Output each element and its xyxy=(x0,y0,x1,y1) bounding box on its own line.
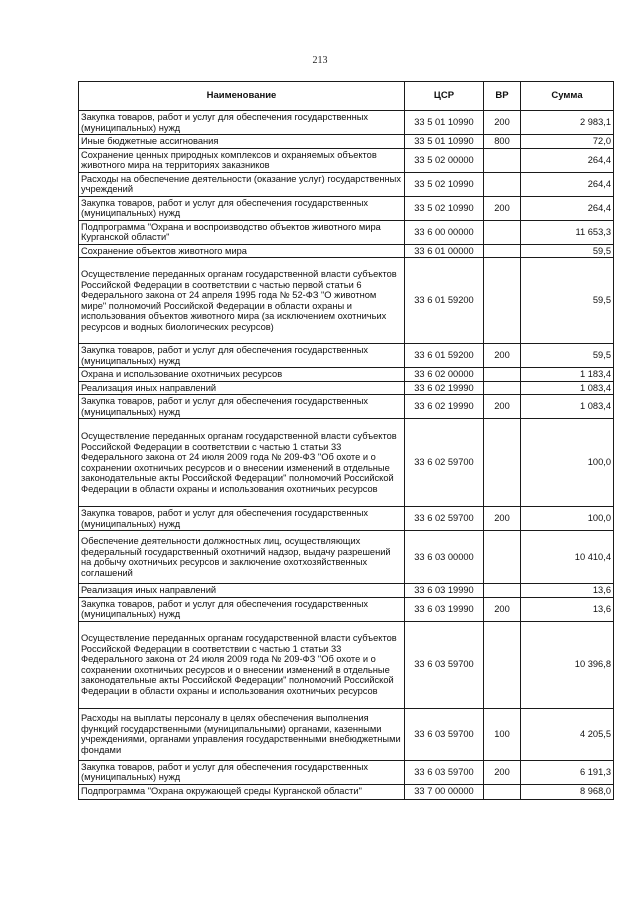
header-csr: ЦСР xyxy=(405,82,484,111)
cell-vr xyxy=(484,621,521,708)
cell-sum: 4 205,5 xyxy=(521,708,614,760)
table-row xyxy=(79,395,614,419)
cell-name: Закупка товаров, работ и услуг для обеспечения государственных (муниципальных) нужд xyxy=(79,597,405,621)
cell-sum: 13,6 xyxy=(521,597,614,621)
cell-vr xyxy=(484,531,521,584)
cell-sum: 1 183,4 xyxy=(521,368,614,382)
cell-csr: 33 6 01 00000 xyxy=(405,244,484,258)
cell-name: Закупка товаров, работ и услуг для обеспечения государственных (муниципальных) нужд xyxy=(79,507,405,531)
header-sum: Сумма xyxy=(521,82,614,111)
cell-name: Сохранение ценных природных комплексов и охраняемых объектов животного мира на территориях заказников xyxy=(79,148,405,172)
cell-vr xyxy=(484,172,521,196)
cell-sum: 6 191,3 xyxy=(521,760,614,784)
cell-name: Иные бюджетные ассигнования xyxy=(79,135,405,149)
header-vr: ВР xyxy=(484,82,521,111)
cell-sum: 59,5 xyxy=(521,244,614,258)
cell-vr xyxy=(484,244,521,258)
cell-csr: 33 6 03 59700 xyxy=(405,708,484,760)
cell-vr: 200 xyxy=(484,395,521,419)
table-row xyxy=(79,111,614,135)
table-row xyxy=(79,381,614,395)
table-row xyxy=(79,344,614,368)
cell-vr: 200 xyxy=(484,196,521,220)
cell-sum: 100,0 xyxy=(521,419,614,507)
cell-sum: 59,5 xyxy=(521,344,614,368)
cell-vr xyxy=(484,220,521,244)
cell-vr xyxy=(484,419,521,507)
cell-csr: 33 6 00 00000 xyxy=(405,220,484,244)
cell-vr: 200 xyxy=(484,344,521,368)
cell-vr: 100 xyxy=(484,708,521,760)
cell-sum: 264,4 xyxy=(521,148,614,172)
cell-csr: 33 5 01 10990 xyxy=(405,111,484,135)
cell-name: Закупка товаров, работ и услуг для обеспечения государственных (муниципальных) нужд xyxy=(79,344,405,368)
cell-csr: 33 6 02 59700 xyxy=(405,419,484,507)
cell-sum: 8 968,0 xyxy=(521,784,614,799)
cell-vr xyxy=(484,368,521,382)
table-row xyxy=(79,597,614,621)
cell-name: Подпрограмма "Охрана и воспроизводство объектов животного мира Курганской области" xyxy=(79,220,405,244)
table-row xyxy=(79,196,614,220)
page-number: 213 xyxy=(312,55,328,66)
cell-sum: 72,0 xyxy=(521,135,614,149)
cell-csr: 33 6 02 19990 xyxy=(405,381,484,395)
table-row xyxy=(79,172,614,196)
table-row xyxy=(79,244,614,258)
table-row xyxy=(79,621,614,708)
cell-csr: 33 6 03 59700 xyxy=(405,760,484,784)
cell-sum: 264,4 xyxy=(521,172,614,196)
table-row xyxy=(79,584,614,598)
table-row xyxy=(79,760,614,784)
cell-sum: 11 653,3 xyxy=(521,220,614,244)
cell-csr: 33 6 03 59700 xyxy=(405,621,484,708)
cell-vr: 200 xyxy=(484,760,521,784)
cell-vr xyxy=(484,584,521,598)
cell-name: Охрана и использование охотничьих ресурсов xyxy=(79,368,405,382)
cell-vr xyxy=(484,381,521,395)
header-name: Наименование xyxy=(79,82,405,111)
cell-csr: 33 6 02 19990 xyxy=(405,395,484,419)
cell-name: Сохранение объектов животного мира xyxy=(79,244,405,258)
cell-name: Закупка товаров, работ и услуг для обеспечения государственных (муниципальных) нужд xyxy=(79,395,405,419)
cell-csr: 33 6 01 59200 xyxy=(405,344,484,368)
cell-name: Осуществление переданных органам государственной власти субъектов Российской Федерации в соответствии с частью 1 статьи 33 Федерального закона от 24 июля 2009 года № 209-ФЗ "Об охоте и о сохранении охотничьих ресурсов и о внесении изменений в отдельные законодательные акты Российской Федерации" полномочий Российской Федерации в области охраны и использования охотничьих ресурсов xyxy=(79,621,405,708)
cell-sum: 1 083,4 xyxy=(521,381,614,395)
cell-name: Закупка товаров, работ и услуг для обеспечения государственных (муниципальных) нужд xyxy=(79,760,405,784)
cell-vr: 800 xyxy=(484,135,521,149)
cell-sum: 2 983,1 xyxy=(521,111,614,135)
cell-vr: 200 xyxy=(484,111,521,135)
cell-csr: 33 6 02 59700 xyxy=(405,507,484,531)
cell-name: Расходы на обеспечение деятельности (оказание услуг) государственных учреждений xyxy=(79,172,405,196)
table-row xyxy=(79,507,614,531)
cell-sum: 10 396,8 xyxy=(521,621,614,708)
table-row xyxy=(79,419,614,507)
cell-vr xyxy=(484,784,521,799)
cell-csr: 33 6 03 19990 xyxy=(405,597,484,621)
budget-table xyxy=(78,81,614,800)
cell-csr: 33 5 02 00000 xyxy=(405,148,484,172)
table-row xyxy=(79,258,614,344)
cell-name: Закупка товаров, работ и услуг для обеспечения государственных (муниципальных) нужд xyxy=(79,111,405,135)
cell-csr: 33 6 03 19990 xyxy=(405,584,484,598)
cell-csr: 33 7 00 00000 xyxy=(405,784,484,799)
cell-csr: 33 5 02 10990 xyxy=(405,196,484,220)
cell-name: Обеспечение деятельности должностных лиц, осуществляющих федеральный государственный охотничий надзор, выдачу разрешений на добычу охотничьих ресурсов и заключение охотхозяйственных соглашений xyxy=(79,531,405,584)
cell-name: Подпрограмма "Охрана окружающей среды Курганской области" xyxy=(79,784,405,799)
cell-sum: 1 083,4 xyxy=(521,395,614,419)
table-row xyxy=(79,148,614,172)
cell-name: Осуществление переданных органам государственной власти субъектов Российской Федерации в соответствии с частью 1 статьи 33 Федерального закона от 24 июля 2009 года № 209-ФЗ "Об охоте и о сохранении охотничьих ресурсов и о внесении изменений в отдельные законодательные акты Российской Федерации" полномочий Российской Федерации в области охраны и использования охотничьих ресурсов xyxy=(79,419,405,507)
cell-sum: 59,5 xyxy=(521,258,614,344)
cell-name: Реализация иных направлений xyxy=(79,584,405,598)
cell-name: Осуществление переданных органам государственной власти субъектов Российской Федерации в соответствии с частью первой статьи 6 Федерального закона от 24 апреля 1995 года № 52-ФЗ "О животном мире" полномочий Российской Федерации в области охраны и использования объектов животного мира (за исключением охотничьих ресурсов и водных биологических ресурсов) xyxy=(79,258,405,344)
table-row xyxy=(79,368,614,382)
cell-vr: 200 xyxy=(484,507,521,531)
cell-csr: 33 6 01 59200 xyxy=(405,258,484,344)
table-row xyxy=(79,708,614,760)
cell-name: Реализация иных направлений xyxy=(79,381,405,395)
cell-sum: 13,6 xyxy=(521,584,614,598)
table-body xyxy=(79,111,614,800)
table-row xyxy=(79,135,614,149)
cell-csr: 33 5 02 10990 xyxy=(405,172,484,196)
cell-csr: 33 6 03 00000 xyxy=(405,531,484,584)
cell-sum: 264,4 xyxy=(521,196,614,220)
table-row xyxy=(79,220,614,244)
cell-csr: 33 5 01 10990 xyxy=(405,135,484,149)
cell-name: Расходы на выплаты персоналу в целях обеспечения выполнения функций государственными (муниципальными) органами, казенными учреждениями, органами управления государственными внебюджетными фондами xyxy=(79,708,405,760)
cell-vr xyxy=(484,148,521,172)
table-row xyxy=(79,531,614,584)
cell-name: Закупка товаров, работ и услуг для обеспечения государственных (муниципальных) нужд xyxy=(79,196,405,220)
table-header-row xyxy=(79,82,614,111)
cell-vr xyxy=(484,258,521,344)
table-row xyxy=(79,784,614,799)
cell-vr: 200 xyxy=(484,597,521,621)
cell-csr: 33 6 02 00000 xyxy=(405,368,484,382)
cell-sum: 100,0 xyxy=(521,507,614,531)
cell-sum: 10 410,4 xyxy=(521,531,614,584)
